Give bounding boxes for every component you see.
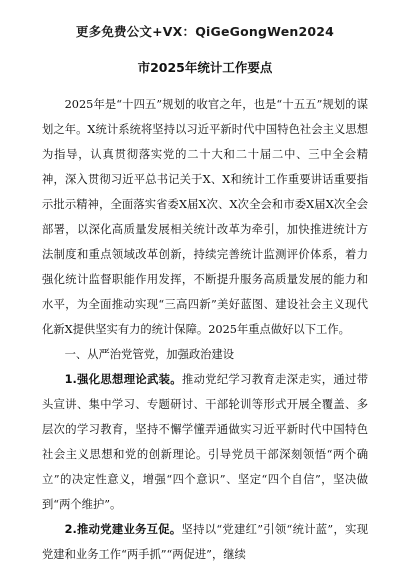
item-lead-1: 1.强化思想理论武装。: [64, 373, 182, 386]
item-lead-2: 2.推动党建业务互促。: [64, 523, 182, 536]
item-paragraph-2: [42, 517, 368, 567]
item-text-2: 坚持以“党建红”引领“统计蓝”，实现党建和业务工作“两手抓”“两促进”，继续: [42, 523, 368, 561]
document-title: 市2025年统计工作要点: [137, 60, 273, 75]
watermark-header: 更多免费公文+VX：QiGeGongWen2024: [75, 24, 335, 39]
section-heading: 一、从严治党管党，加强政治建设: [64, 348, 235, 361]
item-text-1: 推动党纪学习教育走深走实，通过带头宣讲、集中学习、专题研讨、干部轮训等形式开展全覆盖、多层次的学习教育，坚持不懈学懂弄通做实习近平新时代中国特色社会主义思想和党的创新理论。引导党员干部深刻领悟“两个确立”的决定性意义，增强“四个意识”、坚定“四个自信”，坚决做到“两个维护”。: [42, 373, 368, 511]
item-paragraph-1: [42, 367, 368, 517]
intro-paragraph: 2025年是“十四五”规划的收官之年，也是“十五五”规划的谋划之年。X统计系统将坚持以习近平新时代中国特色社会主义思想为指导，认真贯彻落实党的二十大和二十届二中、三中全会精神，深入贯彻习近平总书记关于X、X和统计工作重要讲话重要指示批示精神，全面落实省委X届X次、X次全会和市委X届X次全会部署，以深化高质量发展相关统计改革为牵引，加快推进统计方法制度和重点领域改革创新，持续完善统计监测评价体系，着力强化统计监督职能作用发挥，不断提升服务高质量发展的能力和水平，为全面推动实现“三高四新”美好蓝图、建设社会主义现代化新X提供坚实有力的统计保障。2025年重点做好以下工作。: [42, 98, 368, 336]
